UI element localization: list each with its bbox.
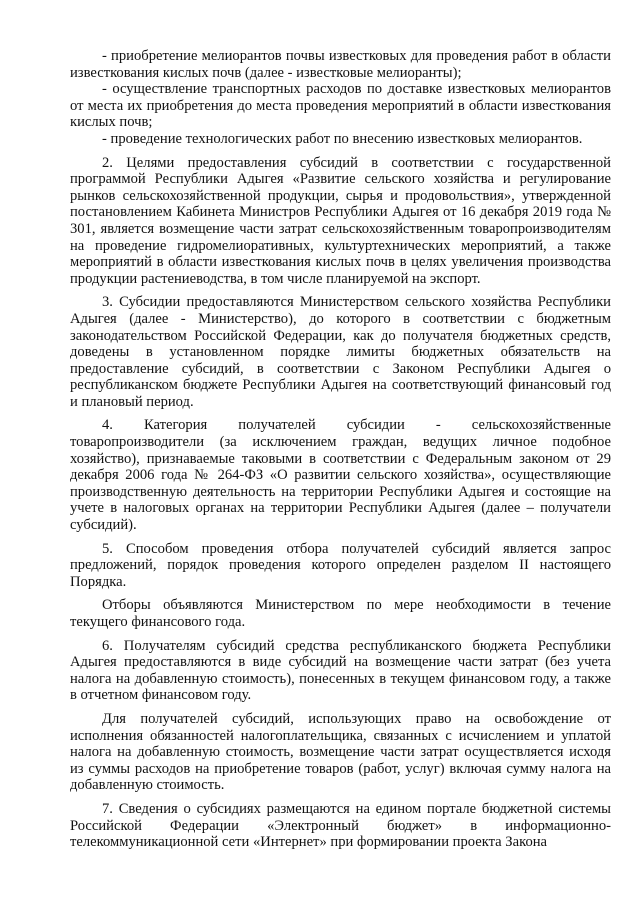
document-body	[70, 48, 611, 851]
paragraph-item-4-recipients: 4. Категория получателей субсидии - сельскохозяйственные товаропроизводители (за исключением граждан, ведущих личное подобное хозяйство), признаваемые таковыми в соответствии с Федеральным законом от 29 декабря 2006 года № 264-ФЗ «О развитии сельского хозяйства», осуществляющие производственную деятельность на территории Республики Адыгея и состоящие на учете в налоговых органах на территории Республики Адыгея (далее – получатели субсидий).	[70, 417, 611, 534]
paragraph-selection-announcement: Отборы объявляются Министерством по мере необходимости в течение текущего финансового года.	[70, 597, 611, 630]
paragraph-lime-purchase: - приобретение мелиорантов почвы известковых для проведения работ в области известкования кислых почв (далее - известковые мелиоранты);	[70, 48, 611, 81]
paragraph-item-2-goals: 2. Целями предоставления субсидий в соответствии с государственной программой Республики Адыгея «Развитие сельского хозяйства и регулирование рынков сельскохозяйственной продукции, сырья и продовольствия», утвержденной постановлением Кабинета Министров Республики Адыгея от 16 декабря 2019 года № 301, является возмещение части затрат сельскохозяйственным товаропроизводителям на проведение гидромелиоративных, культуртехнических мероприятий, а также мероприятий в области известкования кислых почв в целях увеличения производства продукции растениеводства, в том числе планируемой на экспорт.	[70, 154, 611, 287]
paragraph-item-6-funds: 6. Получателям субсидий средства республиканского бюджета Республики Адыгея предоставляются в виде субсидий на возмещение части затрат (без учета налога на добавленную стоимость), понесенных в текущем финансовом году, а также в отчетном финансовом году.	[70, 637, 611, 704]
paragraph-technological-works: - проведение технологических работ по внесению известковых мелиорантов.	[102, 130, 583, 147]
paragraph-item-5-selection: 5. Способом проведения отбора получателей субсидий является запрос предложений, порядок проведения которого определен разделом II настоящего Порядка.	[70, 540, 611, 590]
paragraph-vat-exemption: Для получателей субсидий, использующих право на освобождение от исполнения обязанностей налогоплательщика, связанных с исчислением и уплатой налога на добавленную стоимость, возмещение части затрат осуществляется исходя из суммы расходов на приобретение товаров (работ, услуг) включая сумму налога на добавленную стоимость.	[70, 710, 611, 794]
paragraph-item-3-ministry: 3. Субсидии предоставляются Министерством сельского хозяйства Республики Адыгея (далее - Министерство), до которого в соответствии с бюджетным законодательством Российской Федерации, как до получателя бюджетных средств, доведены в установленном порядке лимиты бюджетных обязательств на предоставление субсидий, в соответствии с Законом Республики Адыгея о республиканском бюджете Республики Адыгея на соответствующий финансовый год и плановый период.	[70, 294, 611, 410]
paragraph-item-7-information: 7. Сведения о субсидиях размещаются на едином портале бюджетной системы Российской Федерации «Электронный бюджет» в информационно-телекоммуникационной сети «Интернет» при формировании проекта Закона	[70, 800, 611, 851]
paragraph-transport-costs: - осуществление транспортных расходов по доставке известковых мелиорантов от места их приобретения до места проведения мероприятий в области известкования кислых почв;	[70, 81, 611, 131]
